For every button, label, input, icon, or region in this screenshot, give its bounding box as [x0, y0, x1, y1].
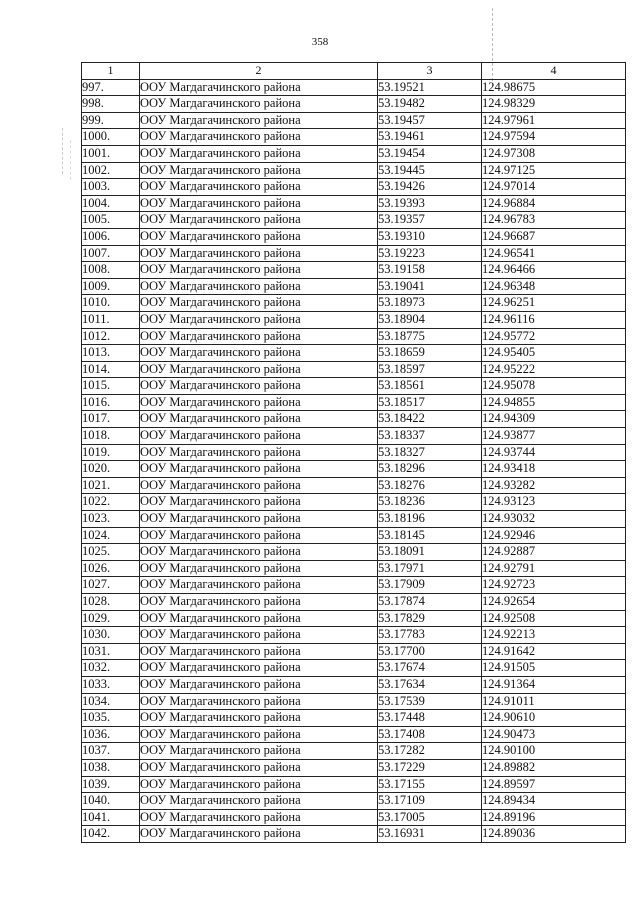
longitude-cell: 124.91011: [482, 693, 626, 710]
latitude-cell: 53.17783: [378, 627, 482, 644]
latitude-cell: 53.18422: [378, 411, 482, 428]
row-number-cell: 1008.: [82, 262, 140, 279]
longitude-cell: 124.98675: [482, 79, 626, 96]
table-row: [82, 809, 626, 826]
area-name-cell: ООУ Магдагачинского района: [140, 527, 378, 544]
table-row: [82, 560, 626, 577]
area-name-cell: ООУ Магдагачинского района: [140, 776, 378, 793]
longitude-cell: 124.97308: [482, 145, 626, 162]
table-row: [82, 394, 626, 411]
row-number-cell: 998.: [82, 96, 140, 113]
latitude-cell: 53.18659: [378, 345, 482, 362]
area-name-cell: ООУ Магдагачинского района: [140, 676, 378, 693]
latitude-cell: 53.17109: [378, 793, 482, 810]
row-number-cell: 1032.: [82, 660, 140, 677]
table-row: [82, 477, 626, 494]
longitude-cell: 124.97125: [482, 162, 626, 179]
area-name-cell: ООУ Магдагачинского района: [140, 394, 378, 411]
row-number-cell: 1016.: [82, 394, 140, 411]
row-number-cell: 1042.: [82, 826, 140, 843]
longitude-cell: 124.95405: [482, 345, 626, 362]
latitude-cell: 53.18973: [378, 295, 482, 312]
latitude-cell: 53.18337: [378, 428, 482, 445]
table-row: [82, 793, 626, 810]
row-number-cell: 1024.: [82, 527, 140, 544]
row-number-cell: 1000.: [82, 129, 140, 146]
latitude-cell: 53.16931: [378, 826, 482, 843]
table-row: [82, 262, 626, 279]
row-number-cell: 1022.: [82, 494, 140, 511]
area-name-cell: ООУ Магдагачинского района: [140, 112, 378, 129]
row-number-cell: 1041.: [82, 809, 140, 826]
area-name-cell: ООУ Магдагачинского района: [140, 311, 378, 328]
longitude-cell: 124.91364: [482, 676, 626, 693]
area-name-cell: ООУ Магдагачинского района: [140, 278, 378, 295]
table-row: [82, 826, 626, 843]
longitude-cell: 124.92946: [482, 527, 626, 544]
latitude-cell: 53.17909: [378, 577, 482, 594]
area-name-cell: ООУ Магдагачинского района: [140, 577, 378, 594]
table-row: [82, 428, 626, 445]
row-number-cell: 1040.: [82, 793, 140, 810]
longitude-cell: 124.96466: [482, 262, 626, 279]
longitude-cell: 124.92723: [482, 577, 626, 594]
latitude-cell: 53.17539: [378, 693, 482, 710]
area-name-cell: ООУ Магдагачинского района: [140, 428, 378, 445]
row-number-cell: 1011.: [82, 311, 140, 328]
area-name-cell: ООУ Магдагачинского района: [140, 179, 378, 196]
area-name-cell: ООУ Магдагачинского района: [140, 162, 378, 179]
latitude-cell: 53.19461: [378, 129, 482, 146]
longitude-cell: 124.93418: [482, 461, 626, 478]
table-row: [82, 710, 626, 727]
table-row: [82, 245, 626, 262]
area-name-cell: ООУ Магдагачинского района: [140, 79, 378, 96]
table-row: [82, 494, 626, 511]
latitude-cell: 53.18276: [378, 477, 482, 494]
area-name-cell: ООУ Магдагачинского района: [140, 759, 378, 776]
area-name-cell: ООУ Магдагачинского района: [140, 560, 378, 577]
area-name-cell: ООУ Магдагачинского района: [140, 494, 378, 511]
latitude-cell: 53.19310: [378, 228, 482, 245]
area-name-cell: ООУ Магдагачинского района: [140, 511, 378, 528]
row-number-cell: 1004.: [82, 195, 140, 212]
row-number-cell: 1029.: [82, 610, 140, 627]
longitude-cell: 124.90100: [482, 743, 626, 760]
table-row: [82, 676, 626, 693]
row-number-cell: 1014.: [82, 361, 140, 378]
latitude-cell: 53.19426: [378, 179, 482, 196]
area-name-cell: ООУ Магдагачинского района: [140, 212, 378, 229]
area-name-cell: ООУ Магдагачинского района: [140, 345, 378, 362]
row-number-cell: 1028.: [82, 594, 140, 611]
table-row: [82, 228, 626, 245]
area-name-cell: ООУ Магдагачинского района: [140, 726, 378, 743]
table-row: [82, 162, 626, 179]
row-number-cell: 1005.: [82, 212, 140, 229]
area-name-cell: ООУ Магдагачинского района: [140, 129, 378, 146]
row-number-cell: 1013.: [82, 345, 140, 362]
area-name-cell: ООУ Магдагачинского района: [140, 378, 378, 395]
longitude-cell: 124.93123: [482, 494, 626, 511]
row-number-cell: 1037.: [82, 743, 140, 760]
table-header-row: [82, 63, 626, 80]
area-name-cell: ООУ Магдагачинского района: [140, 826, 378, 843]
area-name-cell: ООУ Магдагачинского района: [140, 444, 378, 461]
longitude-cell: 124.91505: [482, 660, 626, 677]
latitude-cell: 53.18145: [378, 527, 482, 544]
latitude-cell: 53.19445: [378, 162, 482, 179]
longitude-cell: 124.89597: [482, 776, 626, 793]
column-header-number: 1: [82, 63, 140, 80]
area-name-cell: ООУ Магдагачинского района: [140, 809, 378, 826]
row-number-cell: 1001.: [82, 145, 140, 162]
row-number-cell: 1002.: [82, 162, 140, 179]
latitude-cell: 53.17155: [378, 776, 482, 793]
area-name-cell: ООУ Магдагачинского района: [140, 228, 378, 245]
scan-artifact-line: [62, 128, 63, 174]
latitude-cell: 53.19223: [378, 245, 482, 262]
latitude-cell: 53.18236: [378, 494, 482, 511]
row-number-cell: 1023.: [82, 511, 140, 528]
latitude-cell: 53.17874: [378, 594, 482, 611]
table-row: [82, 411, 626, 428]
latitude-cell: 53.17229: [378, 759, 482, 776]
longitude-cell: 124.89036: [482, 826, 626, 843]
latitude-cell: 53.18327: [378, 444, 482, 461]
latitude-cell: 53.19457: [378, 112, 482, 129]
longitude-cell: 124.90473: [482, 726, 626, 743]
latitude-cell: 53.19521: [378, 79, 482, 96]
coordinates-table: [81, 62, 626, 843]
area-name-cell: ООУ Магдагачинского района: [140, 544, 378, 561]
latitude-cell: 53.17674: [378, 660, 482, 677]
latitude-cell: 53.17448: [378, 710, 482, 727]
table-row: [82, 627, 626, 644]
latitude-cell: 53.17829: [378, 610, 482, 627]
longitude-cell: 124.92508: [482, 610, 626, 627]
latitude-cell: 53.18517: [378, 394, 482, 411]
area-name-cell: ООУ Магдагачинского района: [140, 693, 378, 710]
area-name-cell: ООУ Магдагачинского района: [140, 262, 378, 279]
longitude-cell: 124.96541: [482, 245, 626, 262]
latitude-cell: 53.19158: [378, 262, 482, 279]
row-number-cell: 997.: [82, 79, 140, 96]
area-name-cell: ООУ Магдагачинского района: [140, 96, 378, 113]
table-row: [82, 726, 626, 743]
area-name-cell: ООУ Магдагачинского района: [140, 461, 378, 478]
table-row: [82, 776, 626, 793]
longitude-cell: 124.93877: [482, 428, 626, 445]
longitude-cell: 124.89196: [482, 809, 626, 826]
row-number-cell: 1030.: [82, 627, 140, 644]
area-name-cell: ООУ Магдагачинского района: [140, 643, 378, 660]
area-name-cell: ООУ Магдагачинского района: [140, 477, 378, 494]
area-name-cell: ООУ Магдагачинского района: [140, 195, 378, 212]
table-row: [82, 295, 626, 312]
table-row: [82, 660, 626, 677]
row-number-cell: 1006.: [82, 228, 140, 245]
row-number-cell: 1027.: [82, 577, 140, 594]
area-name-cell: ООУ Магдагачинского района: [140, 594, 378, 611]
longitude-cell: 124.96348: [482, 278, 626, 295]
table-row: [82, 577, 626, 594]
latitude-cell: 53.17408: [378, 726, 482, 743]
latitude-cell: 53.19041: [378, 278, 482, 295]
column-header-latitude: 3: [378, 63, 482, 80]
table-row: [82, 79, 626, 96]
longitude-cell: 124.90610: [482, 710, 626, 727]
longitude-cell: 124.93744: [482, 444, 626, 461]
latitude-cell: 53.17634: [378, 676, 482, 693]
row-number-cell: 1035.: [82, 710, 140, 727]
area-name-cell: ООУ Магдагачинского района: [140, 793, 378, 810]
longitude-cell: 124.95222: [482, 361, 626, 378]
latitude-cell: 53.18196: [378, 511, 482, 528]
table-row: [82, 328, 626, 345]
area-name-cell: ООУ Магдагачинского района: [140, 660, 378, 677]
table-row: [82, 693, 626, 710]
longitude-cell: 124.94309: [482, 411, 626, 428]
row-number-cell: 1007.: [82, 245, 140, 262]
latitude-cell: 53.18904: [378, 311, 482, 328]
table-row: [82, 278, 626, 295]
longitude-cell: 124.96251: [482, 295, 626, 312]
latitude-cell: 53.18091: [378, 544, 482, 561]
latitude-cell: 53.19454: [378, 145, 482, 162]
area-name-cell: ООУ Магдагачинского района: [140, 328, 378, 345]
table-row: [82, 179, 626, 196]
row-number-cell: 1010.: [82, 295, 140, 312]
table-row: [82, 444, 626, 461]
row-number-cell: 1036.: [82, 726, 140, 743]
latitude-cell: 53.17700: [378, 643, 482, 660]
longitude-cell: 124.92887: [482, 544, 626, 561]
table-body: [82, 79, 626, 842]
area-name-cell: ООУ Магдагачинского района: [140, 245, 378, 262]
latitude-cell: 53.19357: [378, 212, 482, 229]
row-number-cell: 1026.: [82, 560, 140, 577]
latitude-cell: 53.18597: [378, 361, 482, 378]
table-row: [82, 511, 626, 528]
row-number-cell: 1018.: [82, 428, 140, 445]
row-number-cell: 1038.: [82, 759, 140, 776]
longitude-cell: 124.96783: [482, 212, 626, 229]
latitude-cell: 53.17005: [378, 809, 482, 826]
longitude-cell: 124.92213: [482, 627, 626, 644]
longitude-cell: 124.92791: [482, 560, 626, 577]
table-row: [82, 743, 626, 760]
table-row: [82, 195, 626, 212]
row-number-cell: 1034.: [82, 693, 140, 710]
longitude-cell: 124.97594: [482, 129, 626, 146]
latitude-cell: 53.18775: [378, 328, 482, 345]
row-number-cell: 1017.: [82, 411, 140, 428]
longitude-cell: 124.94855: [482, 394, 626, 411]
row-number-cell: 1012.: [82, 328, 140, 345]
latitude-cell: 53.17971: [378, 560, 482, 577]
latitude-cell: 53.18296: [378, 461, 482, 478]
table-row: [82, 311, 626, 328]
longitude-cell: 124.97014: [482, 179, 626, 196]
table-row: [82, 610, 626, 627]
table-row: [82, 96, 626, 113]
table-row: [82, 212, 626, 229]
table-row: [82, 759, 626, 776]
row-number-cell: 1039.: [82, 776, 140, 793]
row-number-cell: 1019.: [82, 444, 140, 461]
area-name-cell: ООУ Магдагачинского района: [140, 145, 378, 162]
latitude-cell: 53.17282: [378, 743, 482, 760]
table-row: [82, 145, 626, 162]
longitude-cell: 124.97961: [482, 112, 626, 129]
area-name-cell: ООУ Магдагачинского района: [140, 710, 378, 727]
table-row: [82, 461, 626, 478]
row-number-cell: 1031.: [82, 643, 140, 660]
row-number-cell: 1020.: [82, 461, 140, 478]
column-header-name: 2: [140, 63, 378, 80]
longitude-cell: 124.89434: [482, 793, 626, 810]
table-row: [82, 544, 626, 561]
longitude-cell: 124.93032: [482, 511, 626, 528]
table-row: [82, 378, 626, 395]
table-row: [82, 527, 626, 544]
latitude-cell: 53.18561: [378, 378, 482, 395]
longitude-cell: 124.95078: [482, 378, 626, 395]
table-row: [82, 112, 626, 129]
page-number: 358: [311, 36, 329, 48]
table-row: [82, 361, 626, 378]
row-number-cell: 1009.: [82, 278, 140, 295]
row-number-cell: 1025.: [82, 544, 140, 561]
row-number-cell: 1033.: [82, 676, 140, 693]
area-name-cell: ООУ Магдагачинского района: [140, 627, 378, 644]
longitude-cell: 124.96116: [482, 311, 626, 328]
column-header-longitude: 4: [482, 63, 626, 80]
row-number-cell: 999.: [82, 112, 140, 129]
longitude-cell: 124.89882: [482, 759, 626, 776]
row-number-cell: 1021.: [82, 477, 140, 494]
table-row: [82, 345, 626, 362]
area-name-cell: ООУ Магдагачинского района: [140, 361, 378, 378]
row-number-cell: 1003.: [82, 179, 140, 196]
longitude-cell: 124.96687: [482, 228, 626, 245]
latitude-cell: 53.19482: [378, 96, 482, 113]
longitude-cell: 124.95772: [482, 328, 626, 345]
longitude-cell: 124.98329: [482, 96, 626, 113]
longitude-cell: 124.96884: [482, 195, 626, 212]
row-number-cell: 1015.: [82, 378, 140, 395]
table-row: [82, 643, 626, 660]
longitude-cell: 124.91642: [482, 643, 626, 660]
scan-artifact-line: [70, 140, 71, 180]
longitude-cell: 124.93282: [482, 477, 626, 494]
table-row: [82, 594, 626, 611]
longitude-cell: 124.92654: [482, 594, 626, 611]
area-name-cell: ООУ Магдагачинского района: [140, 295, 378, 312]
area-name-cell: ООУ Магдагачинского района: [140, 743, 378, 760]
area-name-cell: ООУ Магдагачинского района: [140, 411, 378, 428]
area-name-cell: ООУ Магдагачинского района: [140, 610, 378, 627]
latitude-cell: 53.19393: [378, 195, 482, 212]
table-row: [82, 129, 626, 146]
